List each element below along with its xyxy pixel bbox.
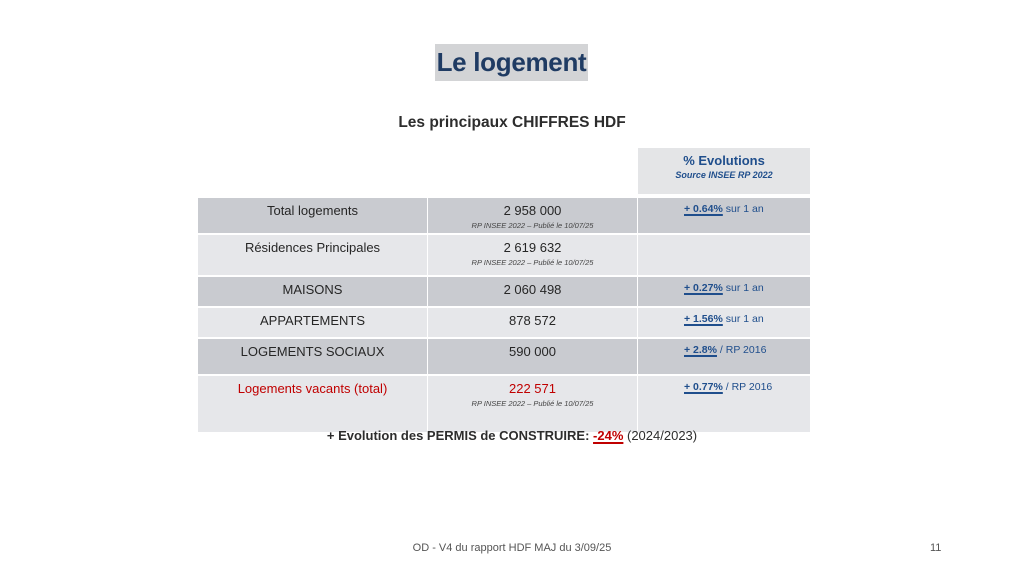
row-evolution-cell <box>637 308 810 337</box>
evolutions-header-title: % Evolutions <box>683 153 765 168</box>
page-footer: OD - V4 du rapport HDF MAJ du 3/09/25 <box>412 542 612 554</box>
permis-evolution-line <box>0 428 1024 443</box>
row-label: Résidences Principales <box>244 240 381 255</box>
permis-value: -24% <box>593 428 624 443</box>
row-label: MAISONS <box>282 282 343 297</box>
evolutions-header <box>638 148 810 194</box>
slide-title: Le logement <box>435 44 588 81</box>
table-row-maisons <box>198 277 810 308</box>
row-value-cell <box>427 376 637 432</box>
row-label: Total logements <box>266 203 359 218</box>
row-evolution-cell <box>637 376 810 432</box>
row-evolution-cell <box>637 235 810 275</box>
row-value: 2 619 632 <box>503 240 562 255</box>
table-row-logements-sociaux <box>198 339 810 376</box>
row-evolution-value: + 0.64% <box>684 203 723 215</box>
row-evolution-suffix: sur 1 an <box>722 282 764 294</box>
permis-label: + Evolution des PERMIS de CONSTRUIRE: <box>326 428 594 443</box>
row-source-note: RP INSEE 2022 – Publié le 10/07/25 <box>471 258 594 267</box>
row-evolution-cell <box>637 277 810 306</box>
page-number: 11 <box>930 542 942 554</box>
row-evolution-value: + 1.56% <box>684 313 723 325</box>
row-evolution-value: + 0.77% <box>684 381 723 393</box>
permis-period: (2024/2023) <box>623 428 698 443</box>
row-label: LOGEMENTS SOCIAUX <box>240 344 385 359</box>
row-label: Logements vacants (total) <box>237 381 388 396</box>
row-evolution-cell <box>637 198 810 233</box>
housing-figures-table <box>198 198 810 434</box>
table-subtitle: Les principaux CHIFFRES HDF <box>398 114 626 131</box>
table-row-logements-vacants <box>198 376 810 434</box>
row-evolution-value: + 0.27% <box>684 282 723 294</box>
row-evolution-suffix: / RP 2016 <box>716 344 767 356</box>
row-value-cell <box>427 198 637 233</box>
row-evolution-value: + 2.8% <box>684 344 717 356</box>
row-evolution-suffix: sur 1 an <box>722 203 764 215</box>
row-label: APPARTEMENTS <box>260 313 365 328</box>
row-value: 878 572 <box>427 308 637 337</box>
table-row-residences-principales <box>198 235 810 277</box>
row-value: 590 000 <box>427 339 637 374</box>
table-row-total-logements <box>198 198 810 235</box>
row-evolution-cell <box>637 339 810 374</box>
row-value: 2 958 000 <box>503 203 562 218</box>
row-value-cell <box>427 235 637 275</box>
row-evolution-suffix: / RP 2016 <box>722 381 773 393</box>
row-value: 222 571 <box>509 381 556 396</box>
row-source-note: RP INSEE 2022 – Publié le 10/07/25 <box>471 399 594 408</box>
row-evolution-suffix: sur 1 an <box>722 313 764 325</box>
row-value: 2 060 498 <box>427 277 637 306</box>
evolutions-header-source: Source INSEE RP 2022 <box>675 170 773 180</box>
table-row-appartements <box>198 308 810 339</box>
row-source-note: RP INSEE 2022 – Publié le 10/07/25 <box>471 221 594 230</box>
